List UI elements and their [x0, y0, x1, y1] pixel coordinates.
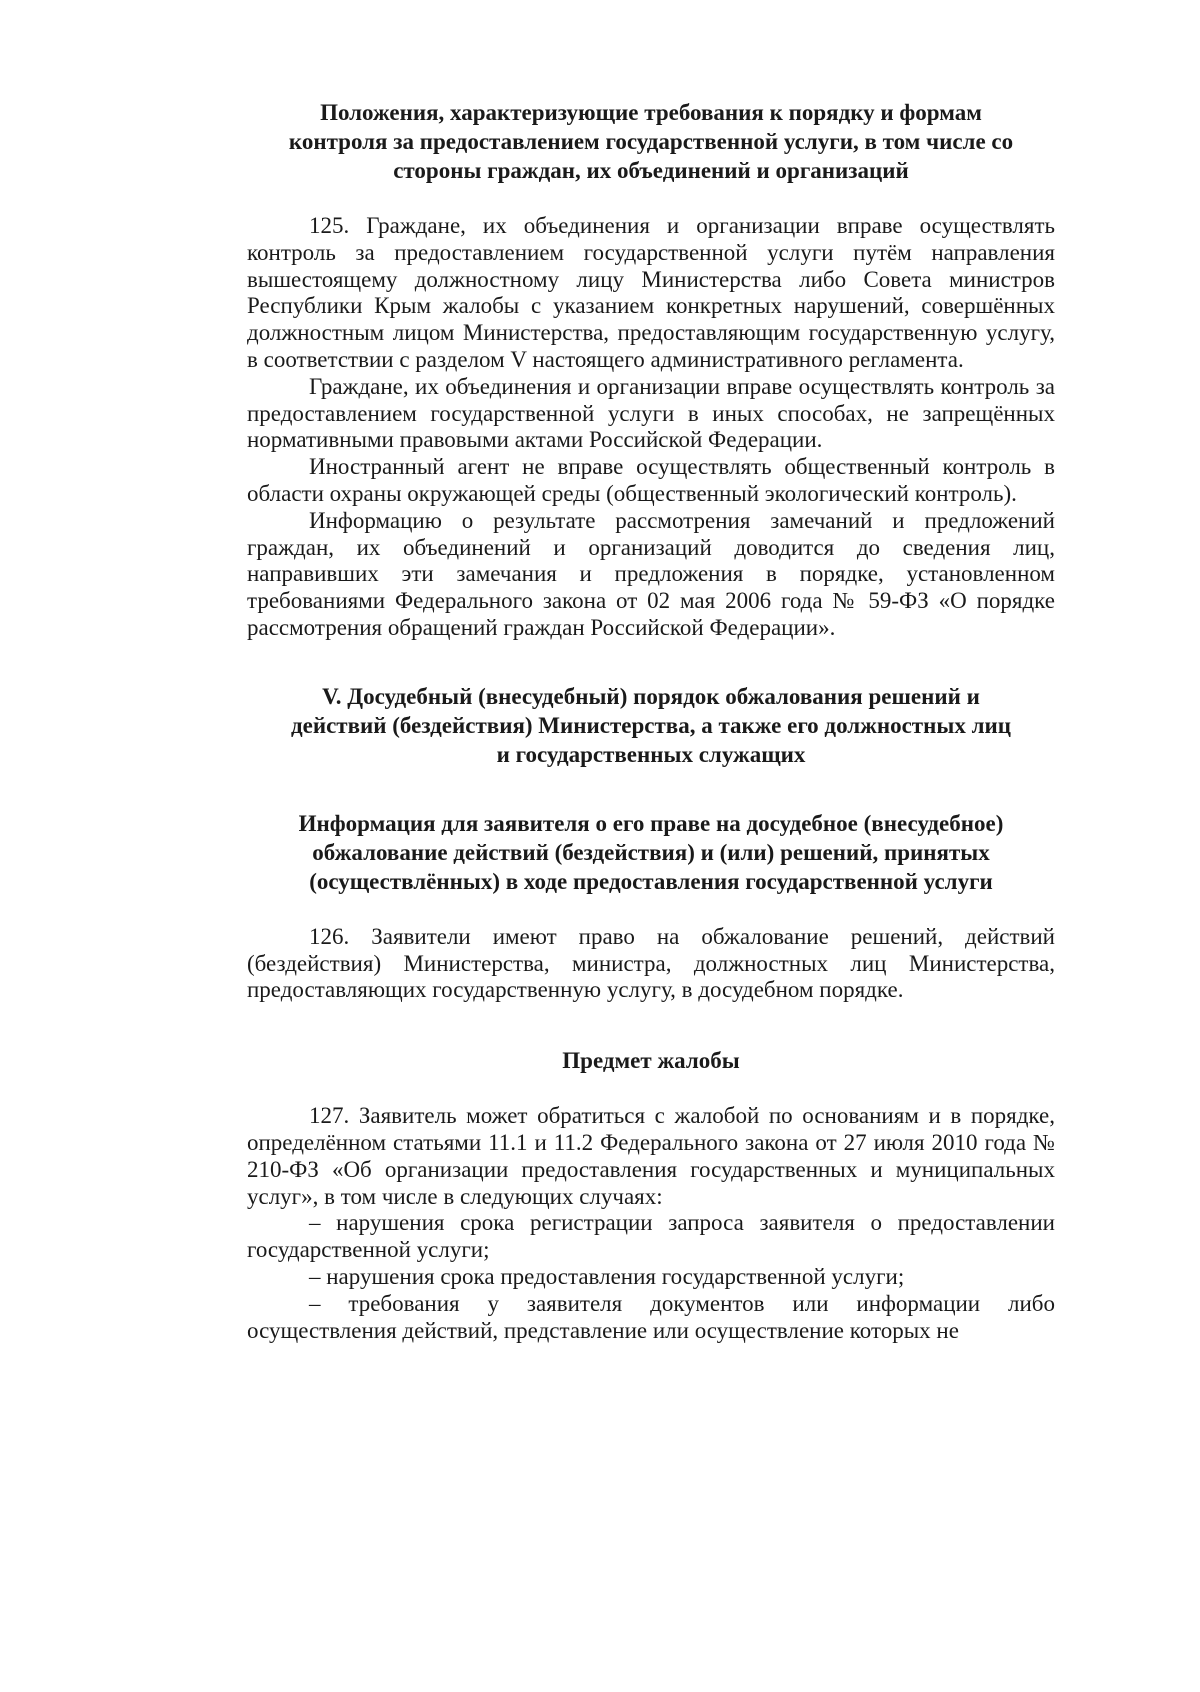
paragraph-information-result: Информацию о результате рассмотрения замечаний и предложений граждан, их объединений и организаций доводится до сведения лиц, направивших эти замечания и предложения в порядке, установленном требованиями Федерального закона от 02 мая 2006 года № 59-ФЗ «О порядке рассмотрения обращений граждан Российской Федерации». [247, 507, 1055, 640]
heading-control-requirements [247, 98, 1055, 185]
heading-line: стороны граждан, их объединений и организаций [393, 158, 909, 183]
heading-line: Положения, характеризующие требования к порядку и формам [320, 100, 982, 125]
heading-section-v [247, 682, 1055, 769]
paragraph-127: 127. Заявитель может обратиться с жалобой по основаниям и в порядке, определённом статьями 11.1 и 11.2 Федерального закона от 27 июля 2010 года № 210-ФЗ «Об организации предоставления государственных и муниципальных услуг», в том числе в следующих случаях: [247, 1103, 1055, 1209]
heading-complaint-subject [247, 1046, 1055, 1075]
paragraph-citizens-control: Граждане, их объединения и организации вправе осуществлять контроль за предоставлением государственной услуги в иных способах, не запрещённых нормативными правовыми актами Российской Федерации. [247, 373, 1055, 453]
heading-line: Информация для заявителя о его праве на досудебное (внесудебное) [298, 810, 1004, 836]
list-item: – нарушения срока предоставления государственной услуги; [309, 1263, 905, 1289]
document-page [247, 98, 1055, 1344]
heading-line: V. Досудебный (внесудебный) порядок обжалования решений и [322, 683, 980, 709]
paragraph-126: 126. Заявители имеют право на обжалование решений, действий (бездействия) Министерства, министра, должностных лиц Министерства, предоставляющих государственную услугу, в досудебном порядке. [247, 923, 1055, 1003]
heading-line: (осуществлённых) в ходе предоставления государственной услуги [309, 868, 993, 894]
heading-line: обжалование действий (бездействия) и (или) решений, принятых [312, 839, 990, 865]
heading-applicant-information [247, 809, 1055, 896]
heading-line: и государственных служащих [496, 741, 806, 767]
heading-line: действий (бездействия) Министерства, а также его должностных лиц [291, 712, 1011, 738]
list-item: – требования у заявителя документов или информации либо осуществления действий, представление или осуществление которых не [247, 1290, 1055, 1343]
paragraph-foreign-agent: Иностранный агент не вправе осуществлять общественный контроль в области охраны окружающей среды (общественный экологический контроль). [247, 454, 1055, 506]
list-item: – нарушения срока регистрации запроса заявителя о предоставлении государственной услуги; [247, 1210, 1055, 1263]
heading-line: контроля за предоставлением государственной услуги, в том числе со [288, 129, 1014, 154]
paragraph-125: 125. Граждане, их объединения и организации вправе осуществлять контроль за предоставлением государственной услуги путём направления вышестоящему должностному лицу Министерства либо Совета министров Республики Крым жалобы с указанием конкретных нарушений, совершённых должностным лицом Министерства, предоставляющим государственную услугу, в соответствии с разделом V настоящего административного регламента. [247, 213, 1055, 372]
heading-line: Предмет жалобы [562, 1048, 740, 1074]
